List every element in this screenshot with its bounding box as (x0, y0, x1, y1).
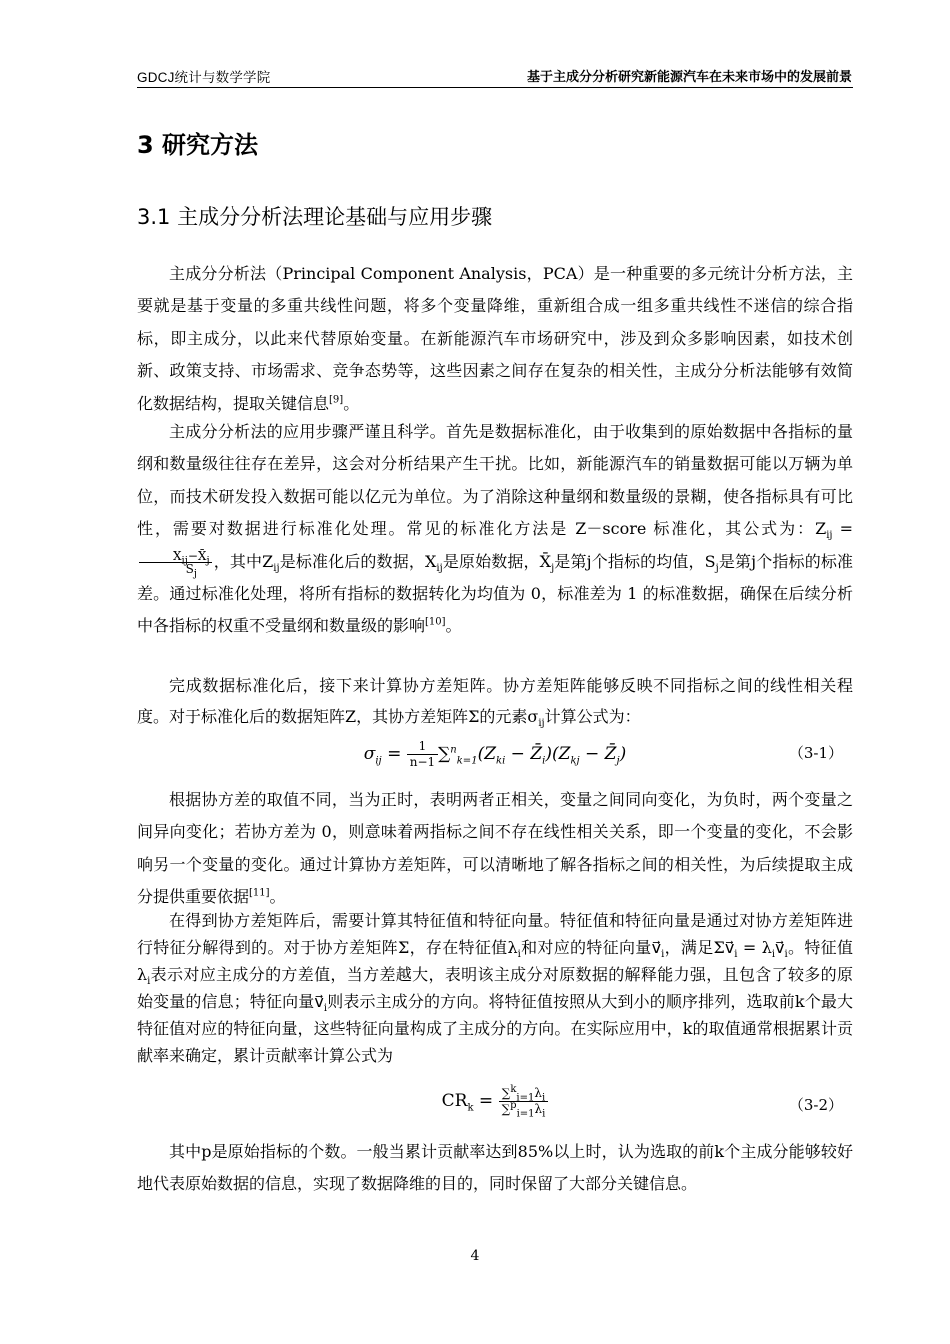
paragraph-2-block (137, 416, 853, 643)
p2-text-c: 是标准化后的数据，X (279, 551, 437, 571)
p5-sub: i (147, 976, 151, 988)
page-number: 4 (470, 1248, 480, 1264)
paragraph-1-end: 。 (343, 393, 360, 413)
paragraph-5-block (137, 907, 853, 1069)
fraction-numerator (139, 548, 212, 567)
sum-sub: k=1 (456, 755, 478, 767)
num-sup: k (510, 1084, 517, 1095)
formula-3-1-row (137, 737, 853, 777)
p5-sub: i (323, 1003, 328, 1015)
sum-sup: n (450, 744, 457, 756)
term-3: )(Z (545, 744, 571, 764)
citation-9: [9] (329, 394, 344, 406)
scale-num: 1 (407, 739, 438, 755)
covariance-formula (137, 739, 853, 770)
header-rule (137, 87, 853, 88)
num-lambda: λ (534, 1086, 542, 1100)
header-institution: GDCJ统计与数学学院 (137, 70, 271, 85)
p2-sub: ij (273, 562, 280, 574)
scale-den: n−1 (409, 755, 436, 769)
term-1: (Z (477, 744, 497, 764)
paragraph-6: 其中p是原始指标的个数。一般当累计贡献率达到85%以上时，认为选取的前k个主成分能够较好地代表原始数据的信息，实现了数据降维的目的，同时保留了大部分关键信息。 (137, 1142, 853, 1194)
p2-text-a: 主成分分析法的应用步骤严谨且科学。首先是数据标准化，由于收集到的原始数据中各指标的量纲和数量级往往存在差异，这会对分析结果产生干扰。比如，新能源汽车的销量数据可能以万辆为单位，而技术研发投入数据可能以亿元为单位。为了消除这种量纲和数量级的景糊，使各指标具有可比性，需要对数据进行标准化处理。常见的标准化方法是 Z－score 标准化，其公式为：Z (137, 422, 853, 539)
cr-label: CR (441, 1091, 468, 1111)
p5-text-a: 在得到协方差矩阵后，需要计算其特征值和特征向量。特征值和特征向量是通过对协方差矩阵进行特征分解得到的。对于协方差矩阵Σ，存在特征值λ (137, 911, 853, 957)
cumulative-contribution-formula (137, 1084, 853, 1120)
num-x-sub: ij (181, 555, 188, 567)
scale-fraction (407, 739, 438, 770)
paragraph-1-block (137, 258, 853, 420)
p5-sub: i (771, 949, 776, 961)
den-sum: ∑ (501, 1102, 511, 1116)
p5-sub: i (661, 949, 665, 961)
p2-sub: j (551, 562, 555, 574)
p5-text-h: 则表示主成分的方向。将特征值按照从大到小的顺序排列，选取前k个最大特征值对应的特征向量，这些特征向量构成了主成分的方向。在实际应用中，k的取值通常根据累计贡献率来确定，累计贡献率计算公式为 (137, 992, 853, 1065)
formula-3-2-row (137, 1086, 853, 1126)
den-s-sub: j (193, 568, 197, 580)
citation-10: [10] (425, 617, 446, 629)
sigma-sub: ij (375, 755, 382, 767)
p5-sub: i (517, 949, 521, 961)
num-xbar-sub: j (206, 555, 210, 567)
paragraph-4-block (137, 784, 853, 914)
paragraph-3-block (137, 670, 853, 732)
p4-text: 根据协方差的取值不同，当为正时，表明两者正相关，变量之间同向变化，为负时，两个变量之间异向变化；若协方差为 0，则意味着两指标之间不存在线性相关关系，即一个变量的变化，不会影响另一个变量的变化。通过计算协方差矩阵，可以清晰地了解各指标之间的相关性，为后续提取主成分提供重要依据 (137, 790, 853, 907)
standardization-fraction (139, 548, 212, 580)
den-s: S (185, 561, 194, 576)
p2-text-f: 是第j个指标的标准差。通过标准化处理，将所有指标的数据转化为均值为 0，标准差为 1 的标准数据，确保在后续分析中各指标的权重不受量纲和数量级的影响 (137, 551, 853, 636)
term-sub: kj (570, 755, 580, 767)
p3-sub: ij (538, 718, 545, 730)
p5-text-b: 和对应的特征向量v⃗ (520, 938, 662, 957)
num-lambda-sub: i (541, 1092, 546, 1104)
paragraph-3 (137, 670, 853, 732)
p5-text-d: = λ (737, 938, 772, 957)
p2-eq: = (832, 519, 853, 539)
term-sub: ki (496, 755, 506, 767)
paragraph-6-block (137, 1136, 853, 1201)
contribution-fraction (499, 1084, 549, 1120)
paragraph-1-text: 主成分分析法（Principal Component Analysis，PCA）是一种重要的多元统计分析方法，主要就是基于变量的多重共线性问题，将多个变量降维，重新组合成一组多重共线性不迷信的综合指标，即主成分，以此来代替原始变量。在新能源汽车市场研究中，涉及到众多影响因素，如技术创新、政策支持、市场需求、竞争态势等，这些因素之间存在复杂的相关性，主成分分析法能够有效简化数据结构，提取关键信息 (137, 264, 853, 413)
p2-sub: ij (826, 530, 833, 542)
p5-text-f: 。特征值λ (137, 938, 853, 984)
term-end: ) (619, 744, 627, 764)
term-sub: j (616, 755, 620, 767)
cr-sub: k (467, 1102, 474, 1114)
num-sum: ∑ (501, 1086, 511, 1100)
paragraph-2 (137, 416, 853, 643)
p5-text-g: 表示对应主成分的方差值，当方差越大，表明该主成分对原数据的解释能力强，且包含了较多的原始变量的信息；特征向量v⃗ (137, 965, 853, 1011)
fraction-denominator (499, 1100, 549, 1120)
p2-text-d: 是原始数据，X̄ (442, 551, 552, 571)
eq-sign: = (381, 744, 407, 764)
den-sup: p (510, 1100, 517, 1111)
den-lambda-sub: i (542, 1108, 546, 1120)
equation-number-3-2: （3-2） (788, 1096, 843, 1114)
chapter-title: 3 研究方法 (137, 131, 259, 159)
eq-sign: = (473, 1091, 499, 1111)
paragraph-1 (137, 258, 853, 420)
p2-text-e: 是第j个指标的均值，S (554, 551, 716, 571)
num-xbar: −X̄ (187, 548, 207, 563)
paragraph-4 (137, 784, 853, 914)
p4-end: 。 (269, 887, 286, 907)
p3-text-b: 计算公式为： (544, 707, 641, 726)
p3-text-a: 完成数据标准化后，接下来计算协方差矩阵。协方差矩阵能够反映不同指标之间的线性相关程度。对于标准化后的数据矩阵Z，其协方差矩阵Σ的元素σ (137, 676, 853, 726)
p2-sub: ij (436, 562, 443, 574)
sum-sign: ∑ (438, 744, 451, 764)
term-2: − Z̄ (505, 744, 543, 764)
fraction-numerator (499, 1086, 549, 1102)
header-thesis-title: 基于主成分分析研究新能源汽车在未来市场中的发展前景 (526, 70, 852, 85)
equation-number-3-1: （3-1） (788, 744, 843, 762)
term-4: − Z̄ (579, 744, 617, 764)
p2-sub: j (715, 562, 719, 574)
p5-text-c: ，满足Σv⃗ (664, 938, 735, 957)
p5-sub: i (784, 949, 788, 961)
num-x: X (173, 548, 182, 563)
den-sub: i=1 (516, 1108, 535, 1120)
den-lambda: λ (534, 1102, 543, 1116)
p2-end: 。 (445, 616, 462, 636)
section-title: 3.1 主成分分析法理论基础与应用步骤 (137, 205, 493, 229)
num-sub: i=1 (516, 1092, 535, 1104)
citation-11: [11] (249, 887, 270, 899)
sigma: σ (363, 744, 376, 764)
term-sub: i (542, 755, 546, 767)
p5-text-e: v⃗ (775, 938, 785, 957)
p5-sub: i (734, 949, 738, 961)
paragraph-5 (137, 907, 853, 1069)
p2-text-b: ，其中Z (213, 551, 274, 571)
